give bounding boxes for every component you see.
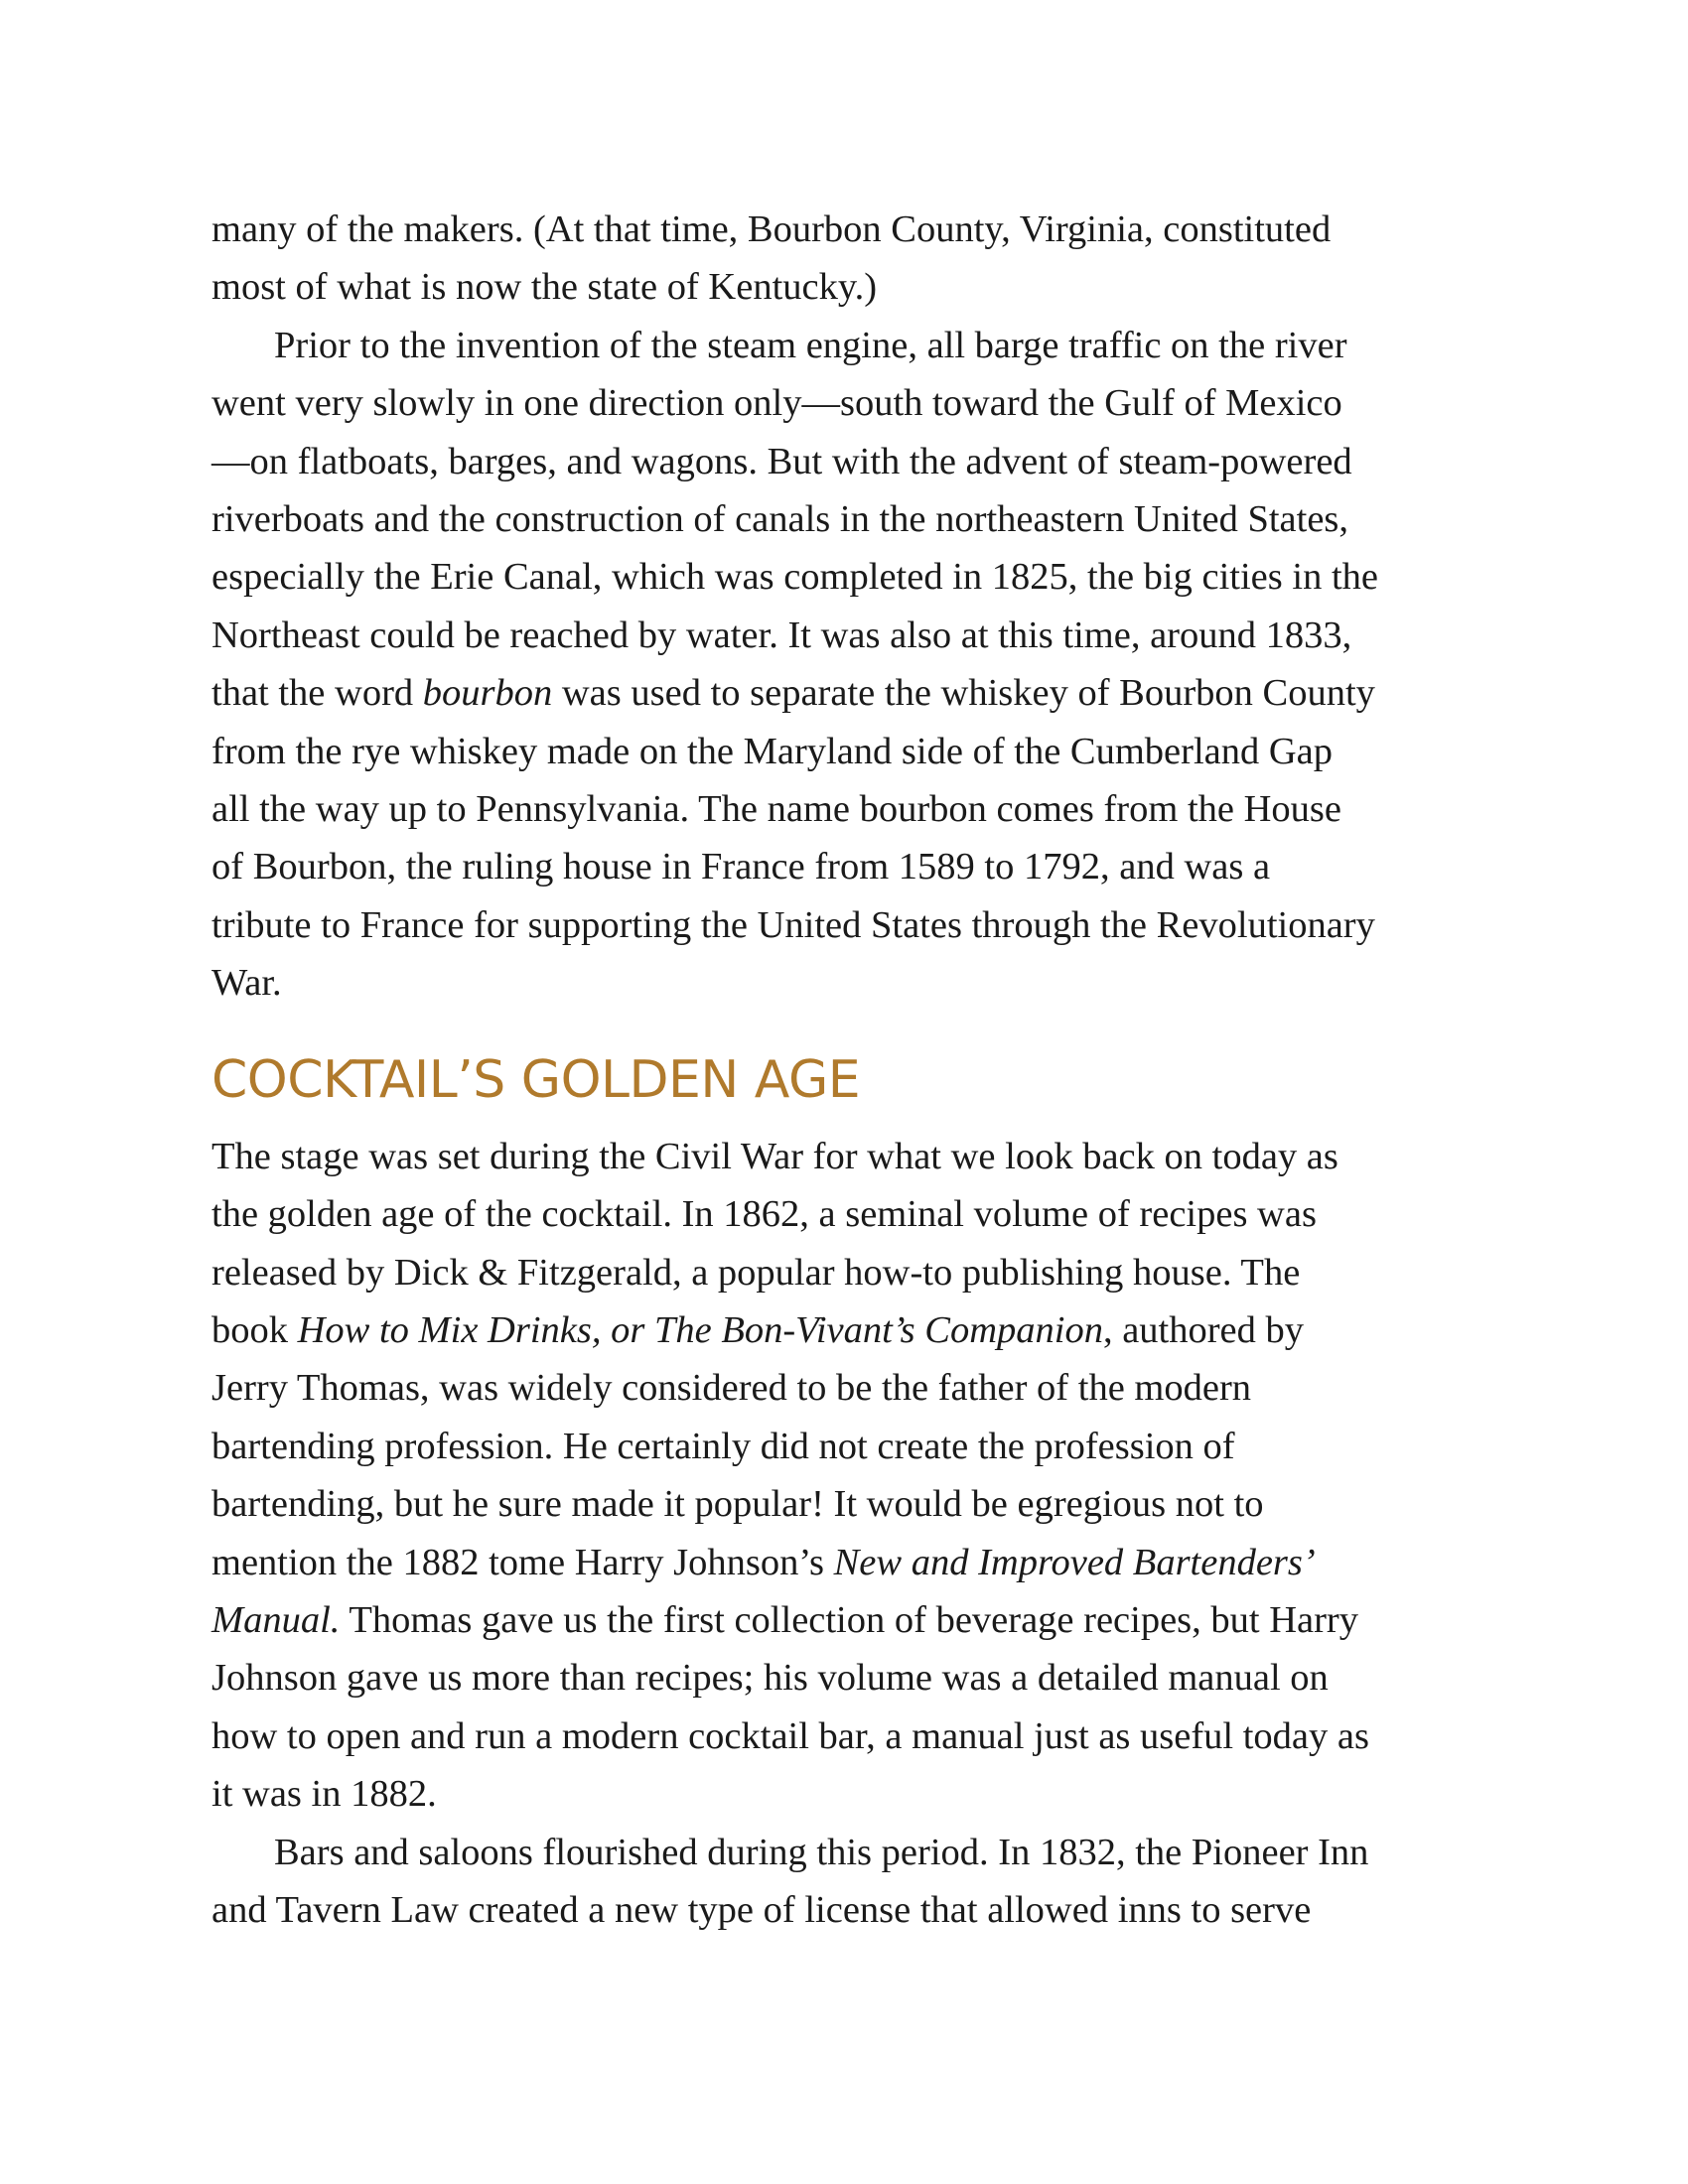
text-line: that the word bourbon was used to separate the whiskey of Bourbon County (211, 672, 1375, 715)
italic-title: New and Improved Bartenders’ (833, 1541, 1316, 1583)
text-line: mention the 1882 tome Harry Johnson’s New and Improved Bartenders’ (211, 1541, 1316, 1583)
text-line: bartending, but he sure made it popular! It would be egregious not to (211, 1483, 1264, 1526)
text-line: Johnson gave us more than recipes; his volume was a detailed manual on (211, 1657, 1329, 1700)
paragraph (211, 1824, 1492, 1940)
text-line: book How to Mix Drinks, or The Bon-Vivant’s Companion, authored by (211, 1308, 1305, 1351)
body-text-after-heading (211, 1128, 1492, 1940)
text-line: Bars and saloons flourished during this period. In 1832, the Pioneer Inn (274, 1831, 1369, 1873)
text-line: Prior to the invention of the steam engine, all barge traffic on the river (274, 324, 1347, 366)
text-line: War. (211, 962, 282, 1005)
text-line: Northeast could be reached by water. It was also at this time, around 1833, (211, 614, 1352, 656)
text-line: especially the Erie Canal, which was completed in 1825, the big cities in the (211, 556, 1378, 599)
section-heading: COCKTAIL’S GOLDEN AGE (211, 1049, 861, 1110)
text-line: riverboats and the construction of canals in the northeastern United States, (211, 498, 1349, 541)
text-line: many of the makers. (At that time, Bourbon County, Virginia, constituted (211, 208, 1332, 250)
text-line: The stage was set during the Civil War for what we look back on today as (211, 1135, 1338, 1177)
text-line: released by Dick & Fitzgerald, a popular how-to publishing house. The (211, 1251, 1301, 1294)
body-text-before-heading (211, 201, 1492, 1013)
text-line: and Tavern Law created a new type of license that allowed inns to serve (211, 1888, 1312, 1931)
text-line: Manual. Thomas gave us the first collection of beverage recipes, but Harry (211, 1598, 1358, 1641)
text-line: —on flatboats, barges, and wagons. But with the advent of steam-powered (211, 440, 1352, 482)
text-line: it was in 1882. (211, 1773, 437, 1816)
text-line: tribute to France for supporting the United States through the Revolutionary (211, 903, 1375, 946)
text-line: from the rye whiskey made on the Maryland side of the Cumberland Gap (211, 730, 1334, 772)
italic-title: Manual. (211, 1598, 341, 1641)
text-line: bartending profession. He certainly did not create the profession of (211, 1425, 1235, 1467)
paragraph (211, 317, 1492, 1013)
text-line: of Bourbon, the ruling house in France from 1589 to 1792, and was a (211, 846, 1271, 888)
text-line: most of what is now the state of Kentucky.) (211, 266, 878, 309)
text-line: went very slowly in one direction only—south toward the Gulf of Mexico (211, 382, 1342, 425)
text-line: Jerry Thomas, was widely considered to be the father of the modern (211, 1367, 1252, 1410)
paragraph (211, 201, 1492, 317)
italic-title: How to Mix Drinks, or The Bon-Vivant’s Companion (297, 1308, 1103, 1351)
text-line: how to open and run a modern cocktail bar, a manual just as useful today as (211, 1714, 1369, 1757)
text-line: the golden age of the cocktail. In 1862, a seminal volume of recipes was (211, 1193, 1317, 1236)
italic-title: bourbon (422, 672, 553, 715)
text-line: all the way up to Pennsylvania. The name bourbon comes from the House (211, 788, 1341, 831)
paragraph (211, 1128, 1492, 1824)
page-content (211, 201, 1492, 1939)
